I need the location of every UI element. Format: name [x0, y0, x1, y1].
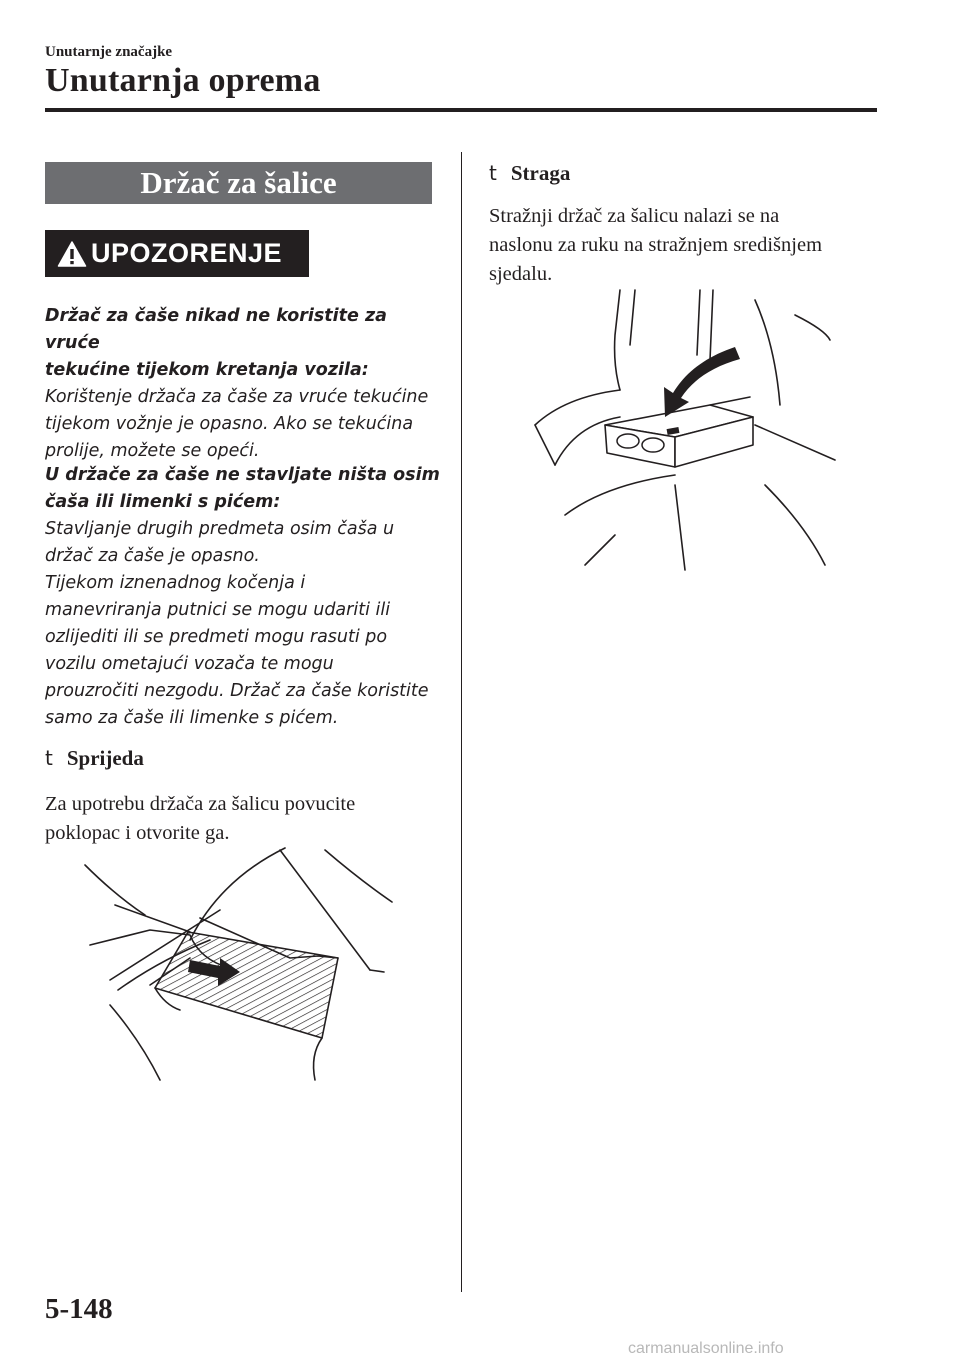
warning-heading-line: čaša ili limenki s pićem:: [45, 492, 281, 512]
breadcrumb: Unutarnje značajke: [45, 44, 173, 60]
rear-text: [489, 202, 822, 289]
warning-text-line: Tijekom iznenadnog kočenja i: [45, 573, 306, 593]
warning-text-line: prolije, možete se opeći.: [45, 441, 260, 461]
bullet-marker: t: [489, 161, 497, 185]
column-divider: [461, 152, 462, 1292]
warning-text-line: samo za čaše ili limenke s pićem.: [45, 708, 339, 728]
body-line: Za upotrebu držača za šalicu povucite: [45, 793, 356, 815]
body-line: naslonu za ruku na stražnjem središnjem: [489, 234, 823, 256]
warning-text-line: manevriranja putnici se mogu udariti ili: [45, 600, 391, 620]
body-line: Stražnji držač za šalicu nalazi se na: [489, 205, 780, 227]
warning-block-1: [45, 303, 440, 465]
warning-heading-line: tekućine tijekom kretanja vozila:: [45, 360, 369, 380]
warning-text-line: ozlijediti ili se predmeti mogu rasuti po: [45, 627, 388, 647]
rear-armrest-cup-holder-illustration: [525, 285, 845, 575]
header-rule: [45, 108, 877, 112]
warning-triangle-icon: [57, 240, 87, 268]
warning-text-line: Stavljanje drugih predmeta osim čaša u: [45, 519, 395, 539]
section-title: Držač za šalice: [45, 162, 432, 204]
subheading-text: Sprijeda: [66, 746, 144, 770]
warning-text-line: Korištenje držača za čaše za vruće tekućine: [45, 387, 429, 407]
subheading-front: [45, 746, 144, 771]
warning-text-line: prouzročiti nezgodu. Držač za čaše koristite: [45, 681, 429, 701]
warning-text-line: tijekom vožnje je opasno. Ako se tekućina: [45, 414, 414, 434]
warning-heading-line: U držače za čaše ne stavljate ništa osim: [45, 465, 440, 485]
bullet-marker: t: [45, 746, 53, 770]
warning-text-line: vozilu ometajući vozača te mogu: [45, 654, 334, 674]
body-line: poklopac i otvorite ga.: [45, 822, 230, 844]
watermark: carmanualsonline.info: [628, 1340, 784, 1357]
page-number: 5-148: [45, 1293, 113, 1325]
body-line: sjedalu.: [489, 263, 553, 285]
warning-heading-line: Držač za čaše nikad ne koristite za vruće: [45, 306, 387, 353]
warning-text-line: držač za čaše je opasno.: [45, 546, 260, 566]
page-title: Unutarnja oprema: [45, 62, 321, 99]
warning-banner: [45, 230, 309, 277]
subheading-text: Straga: [510, 161, 571, 185]
front-cup-holder-illustration: [70, 840, 450, 1090]
subheading-rear: [489, 161, 570, 186]
warning-block-2: [45, 462, 440, 732]
warning-label: UPOZORENJE: [91, 238, 283, 268]
